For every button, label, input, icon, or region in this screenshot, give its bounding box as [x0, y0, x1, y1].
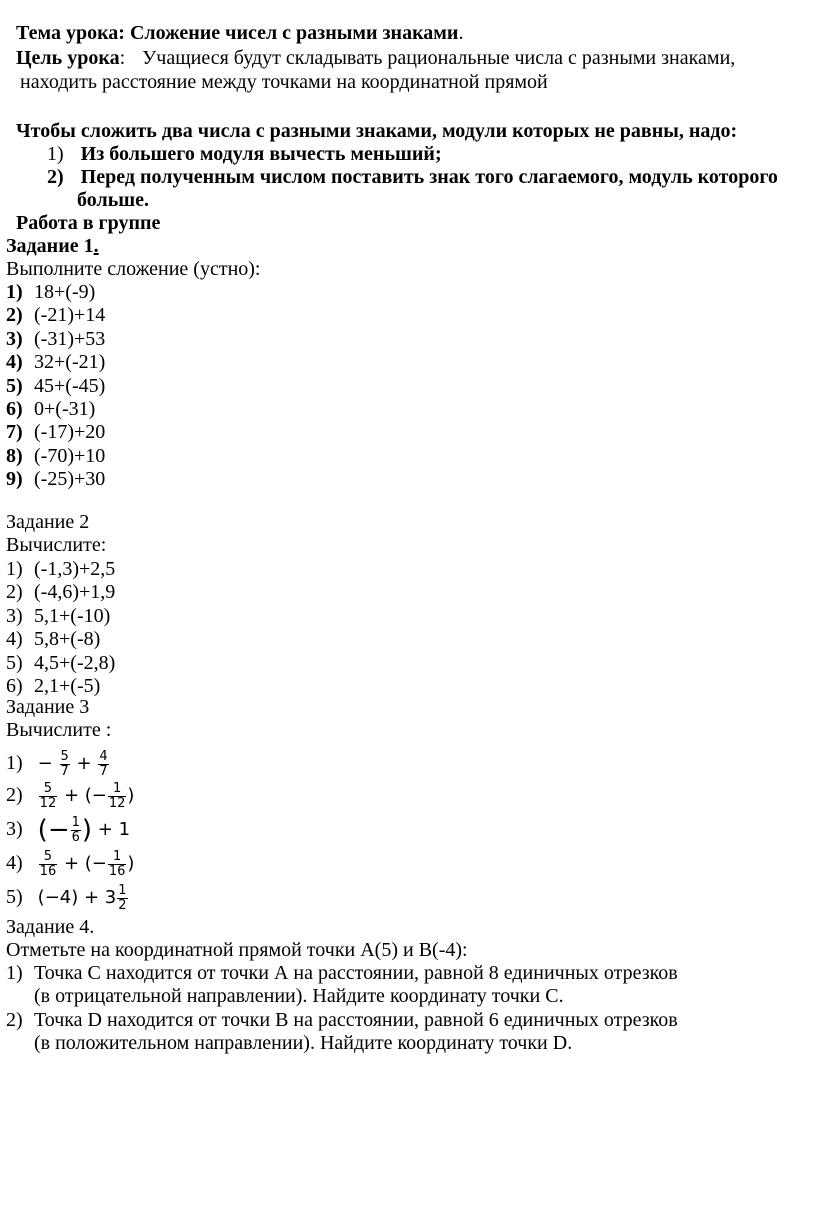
task4-item-2-number: 2) — [6, 1009, 23, 1031]
task2-item-number: 3) — [6, 604, 23, 627]
task1-item — [6, 281, 96, 304]
task2-item — [6, 604, 111, 628]
task2-item-number: 2) — [6, 581, 23, 604]
task3-item-4 — [6, 847, 134, 880]
task2-item-expression: 4,5+(-2,8) — [34, 651, 116, 674]
task1-item — [6, 304, 106, 327]
task3-item-1-frac-1: $\frac{5}{7}$ — [60, 748, 69, 779]
task3-item-2-close: ) — [127, 785, 135, 806]
lesson-topic — [16, 22, 463, 45]
task2-item — [6, 558, 116, 581]
task2-item-number: 6) — [6, 675, 23, 697]
task3-item-3-tail: + 1 — [97, 819, 131, 840]
goal-label: Цель урока — [16, 47, 120, 69]
task3-item-2-frac-1: $\frac{5}{12}$ — [39, 780, 57, 811]
task3-title: Задание 3 — [6, 696, 90, 718]
task1-item-number: 1) — [6, 281, 23, 303]
task3-item-2-op: + (− — [63, 785, 107, 806]
task1-item-expression: 32+(-21) — [34, 351, 106, 374]
task1-instruction: Выполните сложение (устно): — [6, 258, 261, 280]
task2-item-number: 4) — [6, 628, 23, 651]
task4-title: Задание 4. — [6, 916, 95, 938]
task2-item-expression: (-1,3)+2,5 — [34, 558, 116, 580]
task4-item-1-number: 1) — [6, 962, 23, 984]
task4-item-2-line2: (в положительном направлении). Найдите координату точки D. — [34, 1032, 573, 1054]
task4-item-2-line1: Точка D находится от точки В на расстоянии, равной 6 единичных отрезков — [34, 1009, 678, 1031]
rule-step-1-number: 1) — [47, 143, 64, 165]
task1-item — [6, 468, 106, 491]
task1-item-number: 7) — [6, 421, 23, 444]
task3-item-1-frac-2: $\frac{4}{7}$ — [99, 748, 108, 779]
task3-item-3 — [6, 812, 130, 847]
task2-instruction: Вычислите: — [6, 534, 107, 556]
task3-item-1-minus: − — [37, 753, 53, 774]
rule-step-2-number: 2) — [47, 166, 64, 188]
task1-title-text: Задание 1 — [6, 235, 94, 257]
task1-title-dot: . — [93, 235, 99, 257]
task3-instruction: Вычислите : — [6, 719, 112, 741]
task2-item-expression: 5,1+(-10) — [34, 604, 111, 627]
task2-item — [6, 675, 101, 698]
task3-item-4-frac-1: $\frac{5}{16}$ — [39, 848, 57, 879]
task3-item-1 — [6, 747, 110, 780]
task1-item-expression: 45+(-45) — [34, 374, 106, 397]
task2-item-expression: 2,1+(-5) — [34, 675, 101, 697]
rule-step-1-text: Из большего модуля вычесть меньший; — [80, 143, 442, 165]
task4-item-2 — [6, 1009, 678, 1032]
task3-item-4-op: + (− — [63, 853, 107, 874]
task1-item-expression: (-17)+20 — [34, 421, 106, 444]
task2-item — [6, 651, 116, 675]
task1-item-expression: (-25)+30 — [34, 468, 106, 491]
task1-item-expression: (-21)+14 — [34, 304, 106, 327]
task3-item-3-open: (− — [37, 815, 70, 845]
task4-instruction: Отметьте на координатной прямой точки А(5) и В(-4): — [6, 939, 468, 961]
task2-item — [6, 581, 116, 604]
task1-item-expression: 18+(-9) — [34, 281, 96, 303]
task2-item-expression: (-4,6)+1,9 — [34, 581, 116, 604]
task2-item-number: 5) — [6, 651, 23, 674]
group-work-heading: Работа в группе — [16, 212, 161, 234]
task1-item — [6, 398, 96, 421]
goal-text-1: Учащиеся будут складывать рациональные числа с разными знаками, — [142, 47, 736, 69]
rule-step-1 — [47, 143, 442, 166]
rule-title: Чтобы сложить два числа с разными знаками, модули которых не равны, надо: — [16, 120, 738, 142]
task2-item-number: 1) — [6, 558, 23, 580]
task4-item-1-line2: (в отрицательной направлении). Найдите координату точки С. — [34, 985, 564, 1007]
rule-step-2-text: Перед полученным числом поставить знак того слагаемого, модуль которого — [80, 166, 778, 188]
task3-item-2 — [6, 779, 134, 812]
topic-dot: . — [458, 22, 464, 44]
task2-item — [6, 628, 101, 651]
task3-item-4-number: 4) — [6, 852, 23, 874]
task1-item-number: 4) — [6, 351, 23, 374]
task1-item-expression: 0+(-31) — [34, 398, 96, 420]
goal-text-2: находить расстояние между точками на координатной прямой — [20, 71, 548, 93]
task3-item-5-expr: (−4) + 3 — [37, 887, 117, 908]
task3-item-5 — [6, 881, 129, 914]
task3-item-2-frac-2: $\frac{1}{12}$ — [108, 780, 126, 811]
task1-title — [6, 235, 99, 258]
task1-item — [6, 444, 106, 468]
task1-item-number: 5) — [6, 374, 23, 397]
task2-item-expression: 5,8+(-8) — [34, 628, 101, 651]
topic-value: Сложение чисел с разными знаками — [129, 22, 459, 44]
task1-item — [6, 421, 106, 444]
lesson-goal — [16, 47, 735, 70]
task1-item-expression: (-31)+53 — [34, 327, 106, 350]
task1-item-number: 3) — [6, 327, 23, 350]
task4-item-1 — [6, 962, 678, 985]
task3-item-4-frac-2: $\frac{1}{16}$ — [108, 848, 126, 879]
task2-title: Задание 2 — [6, 511, 90, 533]
task3-item-2-number: 2) — [6, 784, 23, 806]
task1-item — [6, 327, 106, 351]
rule-step-2-cont: больше. — [77, 189, 150, 211]
task1-item-expression: (-70)+10 — [34, 444, 106, 467]
task1-item-number: 6) — [6, 398, 23, 420]
task3-item-1-op: + — [76, 753, 92, 774]
task3-item-1-number: 1) — [6, 752, 23, 774]
task3-item-5-number: 5) — [6, 886, 23, 908]
task1-item — [6, 351, 106, 374]
task3-item-5-frac: $\frac{1}{2}$ — [118, 882, 127, 913]
task3-item-3-frac: $\frac{1}{6}$ — [71, 814, 80, 845]
topic-label: Тема урока: — [16, 22, 125, 44]
task3-item-3-number: 3) — [6, 818, 23, 840]
rule-step-2 — [47, 166, 778, 189]
task1-item — [6, 374, 106, 398]
task3-item-4-close: ) — [127, 853, 135, 874]
goal-colon: : — [119, 47, 126, 69]
task1-item-number: 8) — [6, 444, 23, 467]
task1-item-number: 9) — [6, 468, 23, 491]
task1-item-number: 2) — [6, 304, 23, 327]
task4-item-1-line1: Точка С находится от точки А на расстоянии, равной 8 единичных отрезков — [34, 962, 678, 984]
task3-item-3-close: ) — [81, 815, 93, 845]
